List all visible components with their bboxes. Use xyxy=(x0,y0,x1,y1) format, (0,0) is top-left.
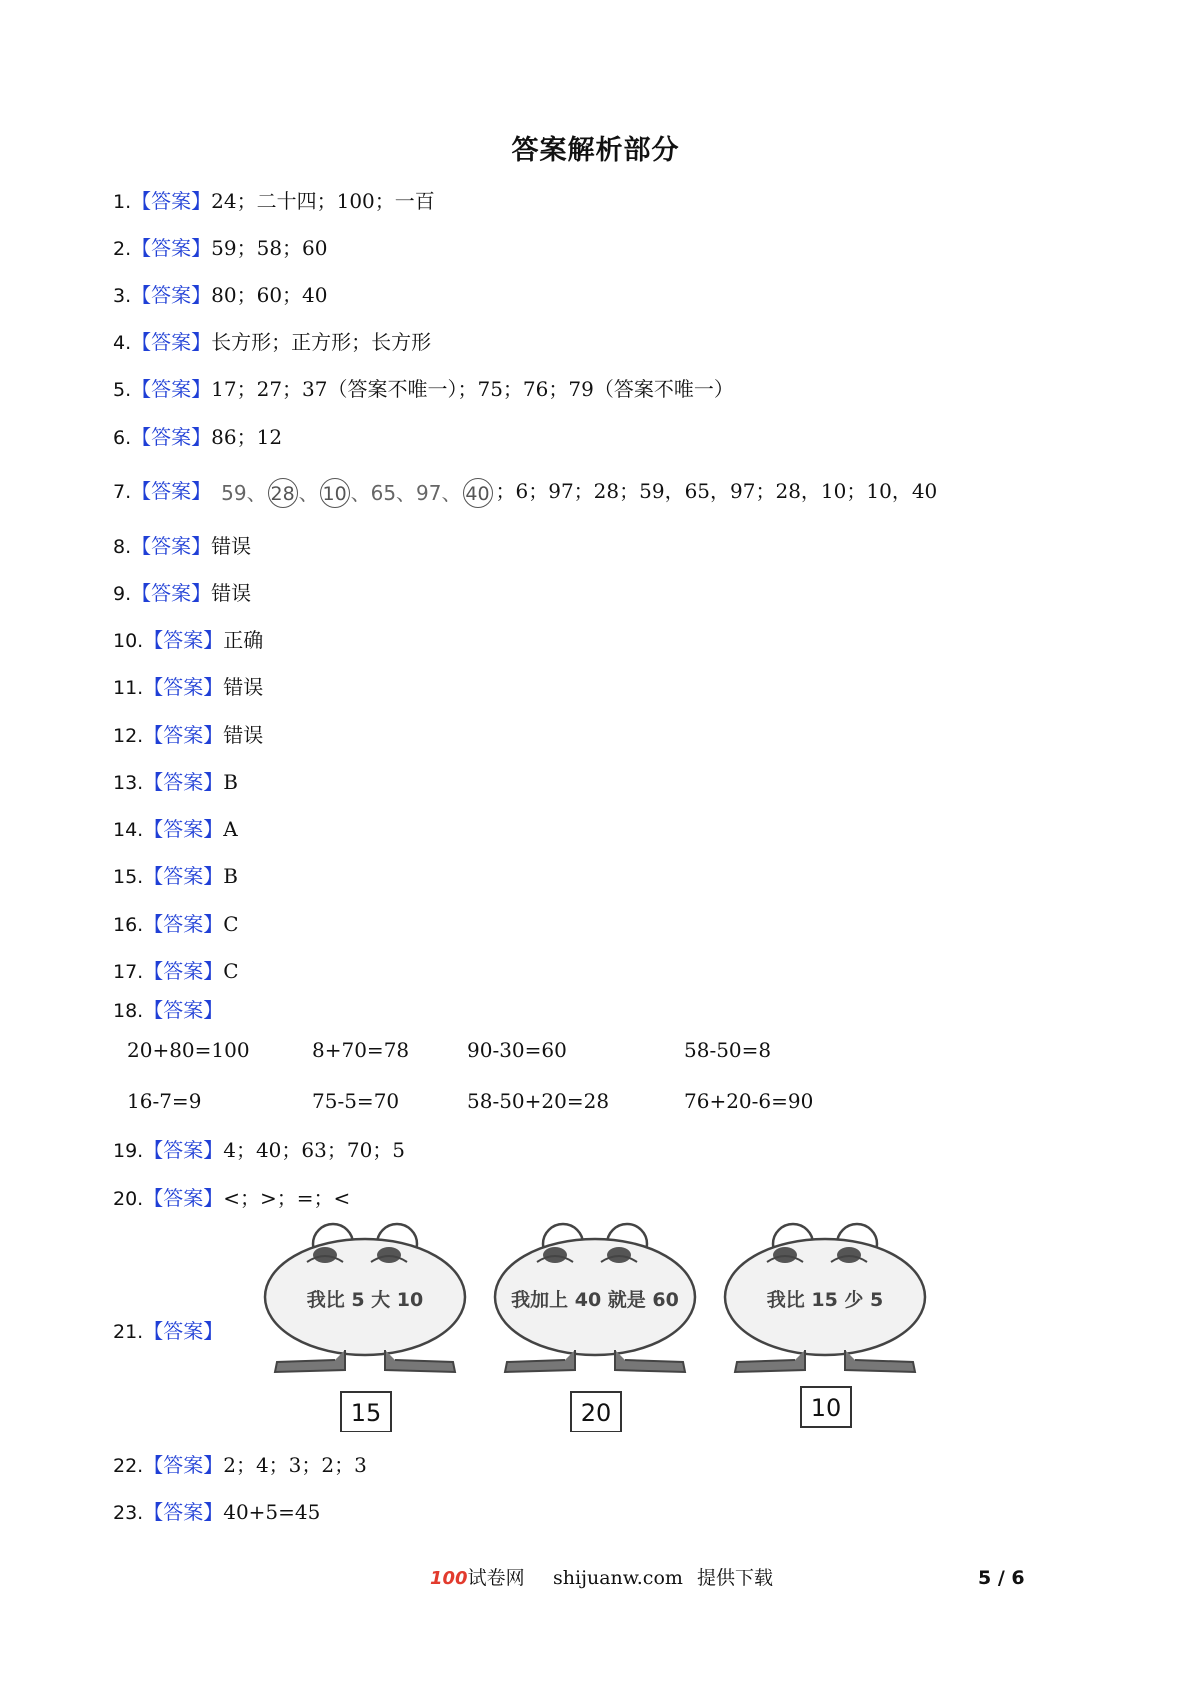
footer-logo xyxy=(430,1563,525,1593)
calc-item: 8+70=78 xyxy=(312,1038,410,1062)
calc-item: 16-7=9 xyxy=(127,1089,202,1113)
answer-value: 错误 xyxy=(211,581,252,605)
answer-value: C xyxy=(223,959,239,983)
answer-tag: 【答案】 xyxy=(131,189,212,213)
answer-value: C xyxy=(223,912,239,936)
answer-box-value: 20 xyxy=(580,1399,612,1427)
answer-row xyxy=(113,578,251,608)
question-number: 8. xyxy=(113,536,132,558)
answer-value: 24；二十四；100；一百 xyxy=(211,189,435,213)
answer-tag: 【答案】 xyxy=(131,283,212,307)
answer-value: B xyxy=(223,770,238,794)
answer-row xyxy=(113,814,238,844)
answer-value: 正确 xyxy=(223,628,264,652)
answer-tag: 【答案】 xyxy=(131,581,212,605)
answer-row xyxy=(113,1135,405,1165)
answer-tag: 【答案】 xyxy=(143,1138,224,1162)
question-number: 18. xyxy=(113,1000,144,1022)
answer-row xyxy=(113,374,734,404)
answer-tag: 【答案】 xyxy=(143,675,224,699)
answer-row xyxy=(113,422,282,452)
question-number: 17. xyxy=(113,961,144,983)
answer-value: 59；58；60 xyxy=(211,236,328,260)
answer-row xyxy=(113,531,251,561)
calc-item: 76+20-6=90 xyxy=(684,1089,814,1113)
answer-row xyxy=(113,280,328,310)
calc-item: 58-50=8 xyxy=(684,1038,772,1062)
answer-tag: 【答案】 xyxy=(143,628,224,652)
site-name: 试卷网 xyxy=(467,1567,525,1589)
answer-value: 2；4；3；2；3 xyxy=(223,1453,367,1477)
question-number: 5. xyxy=(113,379,132,401)
answer-tag: 【答案】 xyxy=(131,236,212,260)
question-number: 12. xyxy=(113,725,144,747)
question-number: 1. xyxy=(113,191,132,213)
answer-row xyxy=(113,476,937,506)
answer-tag: 【答案】 xyxy=(143,770,224,794)
frog-text: 我加上 40 就是 60 xyxy=(511,1289,679,1311)
answer-value: <；>；=；< xyxy=(223,1186,351,1210)
answer-value: 长方形；正方形；长方形 xyxy=(211,330,432,354)
answer-tag: 【答案】 xyxy=(131,330,212,354)
figure-text: 、 xyxy=(298,480,319,505)
figure-text: 59、 xyxy=(221,480,267,505)
answer-value: ；6；97；28；59，65，97；28，10；10，40 xyxy=(495,479,938,503)
question-number: 21. xyxy=(113,1321,144,1343)
calc-item: 90-30=60 xyxy=(467,1038,567,1062)
answer-row xyxy=(113,186,435,216)
frog-text: 我比 5 大 10 xyxy=(306,1289,424,1311)
answer-value: 86；12 xyxy=(211,425,283,449)
question-number: 11. xyxy=(113,677,144,699)
calc-item: 75-5=70 xyxy=(312,1089,400,1113)
question-number: 20. xyxy=(113,1188,144,1210)
answer-row xyxy=(113,909,239,939)
answer-row xyxy=(113,327,431,357)
answer-tag: 【答案】 xyxy=(143,864,224,888)
question-number: 9. xyxy=(113,583,132,605)
answer-row xyxy=(113,1450,367,1480)
question-number: 23. xyxy=(113,1502,144,1524)
answer-value: A xyxy=(223,817,238,841)
question-number: 16. xyxy=(113,914,144,936)
calc-item: 58-50+20=28 xyxy=(467,1089,610,1113)
answer-row xyxy=(113,861,238,891)
answer-row xyxy=(113,672,263,702)
answer-tag: 【答案】 xyxy=(143,1453,224,1477)
question-number: 22. xyxy=(113,1455,144,1477)
answer-tag: 【答案】 xyxy=(143,959,224,983)
answer-value: B xyxy=(223,864,238,888)
circled-number: 40 xyxy=(463,478,493,508)
calc-item: 20+80=100 xyxy=(127,1038,250,1062)
question-number: 19. xyxy=(113,1140,144,1162)
figure-text: 、65、97、 xyxy=(350,480,462,505)
footer-provide: 提供下载 xyxy=(697,1567,774,1589)
question-number: 3. xyxy=(113,285,132,307)
answer-tag: 【答案】 xyxy=(143,817,224,841)
answer-row xyxy=(113,1183,350,1213)
question-number: 10. xyxy=(113,630,144,652)
q7-circled-numbers xyxy=(221,478,493,508)
frog-text: 我比 15 少 5 xyxy=(766,1289,884,1311)
question-number: 4. xyxy=(113,332,132,354)
answer-tag: 【答案】 xyxy=(143,1500,224,1524)
answer-tag: 【答案】 xyxy=(131,534,212,558)
answer-value: 错误 xyxy=(211,534,252,558)
answer-box-value: 10 xyxy=(810,1394,842,1422)
answer-row xyxy=(113,956,239,986)
answer-value: 80；60；40 xyxy=(211,283,328,307)
page-number: 5 / 6 xyxy=(978,1567,1025,1589)
answer-row xyxy=(113,720,263,750)
answer-row xyxy=(113,1316,223,1346)
answer-tag: 【答案】 xyxy=(143,998,224,1022)
footer-domain: shijuanw.com xyxy=(553,1567,683,1589)
question-number: 6. xyxy=(113,427,132,449)
logo-number: 100 xyxy=(430,1568,468,1589)
answer-value: 40+5=45 xyxy=(223,1500,321,1524)
circled-number: 28 xyxy=(268,478,298,508)
answer-box-value: 15 xyxy=(350,1399,382,1427)
question-number: 7. xyxy=(113,481,132,503)
answer-tag: 【答案】 xyxy=(143,723,224,747)
answer-row xyxy=(113,625,263,655)
circled-number: 10 xyxy=(320,478,350,508)
answer-row xyxy=(113,1497,320,1527)
answer-value: 17；27；37（答案不唯一）；75；76；79（答案不唯一） xyxy=(211,377,734,401)
question-number: 13. xyxy=(113,772,144,794)
answer-row xyxy=(113,767,238,797)
answer-tag: 【答案】 xyxy=(143,1186,224,1210)
answer-value: 4；40；63；70；5 xyxy=(223,1138,406,1162)
answer-row xyxy=(113,995,223,1025)
answer-tag: 【答案】 xyxy=(143,912,224,936)
answer-tag: 【答案】 xyxy=(143,1319,224,1343)
answer-value: 错误 xyxy=(223,675,264,699)
page-title: 答案解析部分 xyxy=(511,135,680,166)
answer-value: 错误 xyxy=(223,723,264,747)
question-number: 14. xyxy=(113,819,144,841)
answer-row xyxy=(113,233,328,263)
question-number: 15. xyxy=(113,866,144,888)
answer-tag: 【答案】 xyxy=(131,425,212,449)
question-number: 2. xyxy=(113,238,132,260)
answer-tag: 【答案】 xyxy=(131,479,212,503)
q21-frog-figure xyxy=(255,1222,955,1432)
answer-tag: 【答案】 xyxy=(131,377,212,401)
